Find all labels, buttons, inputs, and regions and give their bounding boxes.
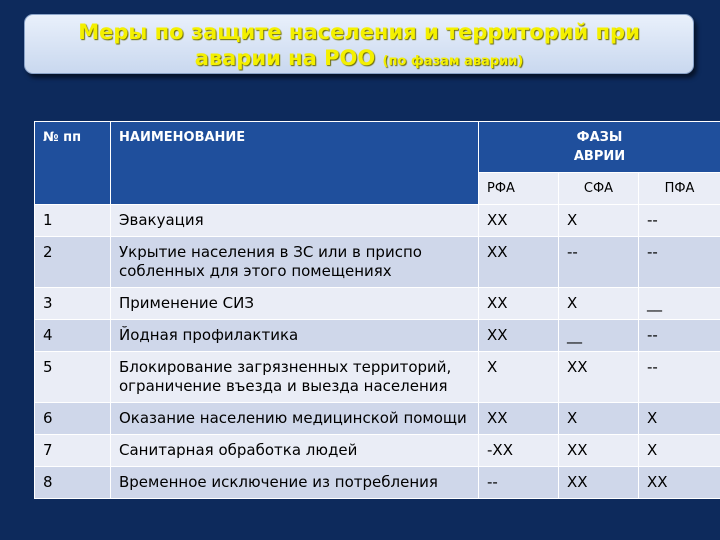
row-phase-sfa: ХХ — [559, 467, 639, 499]
table-row — [35, 205, 720, 237]
header-name: НАИМЕНОВАНИЕ — [111, 122, 479, 205]
row-phase-sfa: Х — [559, 403, 639, 435]
row-phase-pfa: -- — [639, 320, 720, 352]
row-number: 1 — [35, 205, 111, 237]
row-measure: Блокирование загрязненных территорий, ограничение въезда и выезда населения — [111, 352, 479, 403]
row-measure: Йодная профилактика — [111, 320, 479, 352]
row-phase-rfa: ХХ — [479, 320, 559, 352]
row-measure: Укрытие населения в ЗС или в приспо собленных для этого помещениях — [111, 237, 479, 288]
slide-title-line1: Меры по защите населения и территорий при — [78, 20, 640, 44]
row-phase-rfa: -- — [479, 467, 559, 499]
row-phase-pfa: Х — [639, 403, 720, 435]
row-phase-sfa: Х — [559, 288, 639, 320]
row-number: 3 — [35, 288, 111, 320]
row-phase-sfa: ХХ — [559, 352, 639, 403]
row-measure: Временное исключение из потребления — [111, 467, 479, 499]
row-phase-pfa: -- — [639, 205, 720, 237]
header-phase-sfa: СФА — [559, 173, 639, 205]
row-number: 5 — [35, 352, 111, 403]
slide-title-main: аварии на РОО — [194, 46, 376, 70]
row-measure: Эвакуация — [111, 205, 479, 237]
row-phase-sfa: __ — [559, 320, 639, 352]
row-phase-rfa: ХХ — [479, 205, 559, 237]
header-phases-line1: ФАЗЫ — [576, 130, 623, 145]
table-row — [35, 237, 720, 288]
row-phase-rfa: ХХ — [479, 288, 559, 320]
table-row — [35, 435, 720, 467]
row-number: 7 — [35, 435, 111, 467]
header-phases — [479, 122, 720, 173]
row-phase-pfa: ХХ — [639, 467, 720, 499]
header-phases-line2: АВРИИ — [573, 149, 626, 164]
row-measure: Применение СИЗ — [111, 288, 479, 320]
header-row — [35, 122, 720, 173]
row-phase-pfa: __ — [639, 288, 720, 320]
slide-title-box — [24, 14, 694, 74]
table-row — [35, 352, 720, 403]
row-number: 2 — [35, 237, 111, 288]
row-phase-pfa: -- — [639, 237, 720, 288]
row-phase-rfa: Х — [479, 352, 559, 403]
row-phase-pfa: -- — [639, 352, 720, 403]
row-phase-rfa: ХХ — [479, 237, 559, 288]
row-measure: Санитарная обработка людей — [111, 435, 479, 467]
row-measure: Оказание населению медицинской помощи — [111, 403, 479, 435]
row-phase-sfa: ХХ — [559, 435, 639, 467]
row-phase-pfa: Х — [639, 435, 720, 467]
row-number: 4 — [35, 320, 111, 352]
slide-title-line2 — [25, 45, 693, 75]
measures-table — [34, 121, 720, 499]
row-phase-rfa: -ХХ — [479, 435, 559, 467]
header-phase-rfa: РФА — [479, 173, 559, 205]
header-num: № пп — [35, 122, 111, 205]
header-phase-pfa: ПФА — [639, 173, 720, 205]
row-number: 6 — [35, 403, 111, 435]
slide-title-subtitle: (по фазам аварии) — [382, 54, 524, 69]
row-phase-rfa: ХХ — [479, 403, 559, 435]
table-row — [35, 320, 720, 352]
table-row — [35, 403, 720, 435]
table-row — [35, 288, 720, 320]
row-number: 8 — [35, 467, 111, 499]
row-phase-sfa: -- — [559, 237, 639, 288]
row-phase-sfa: Х — [559, 205, 639, 237]
table-row — [35, 467, 720, 499]
